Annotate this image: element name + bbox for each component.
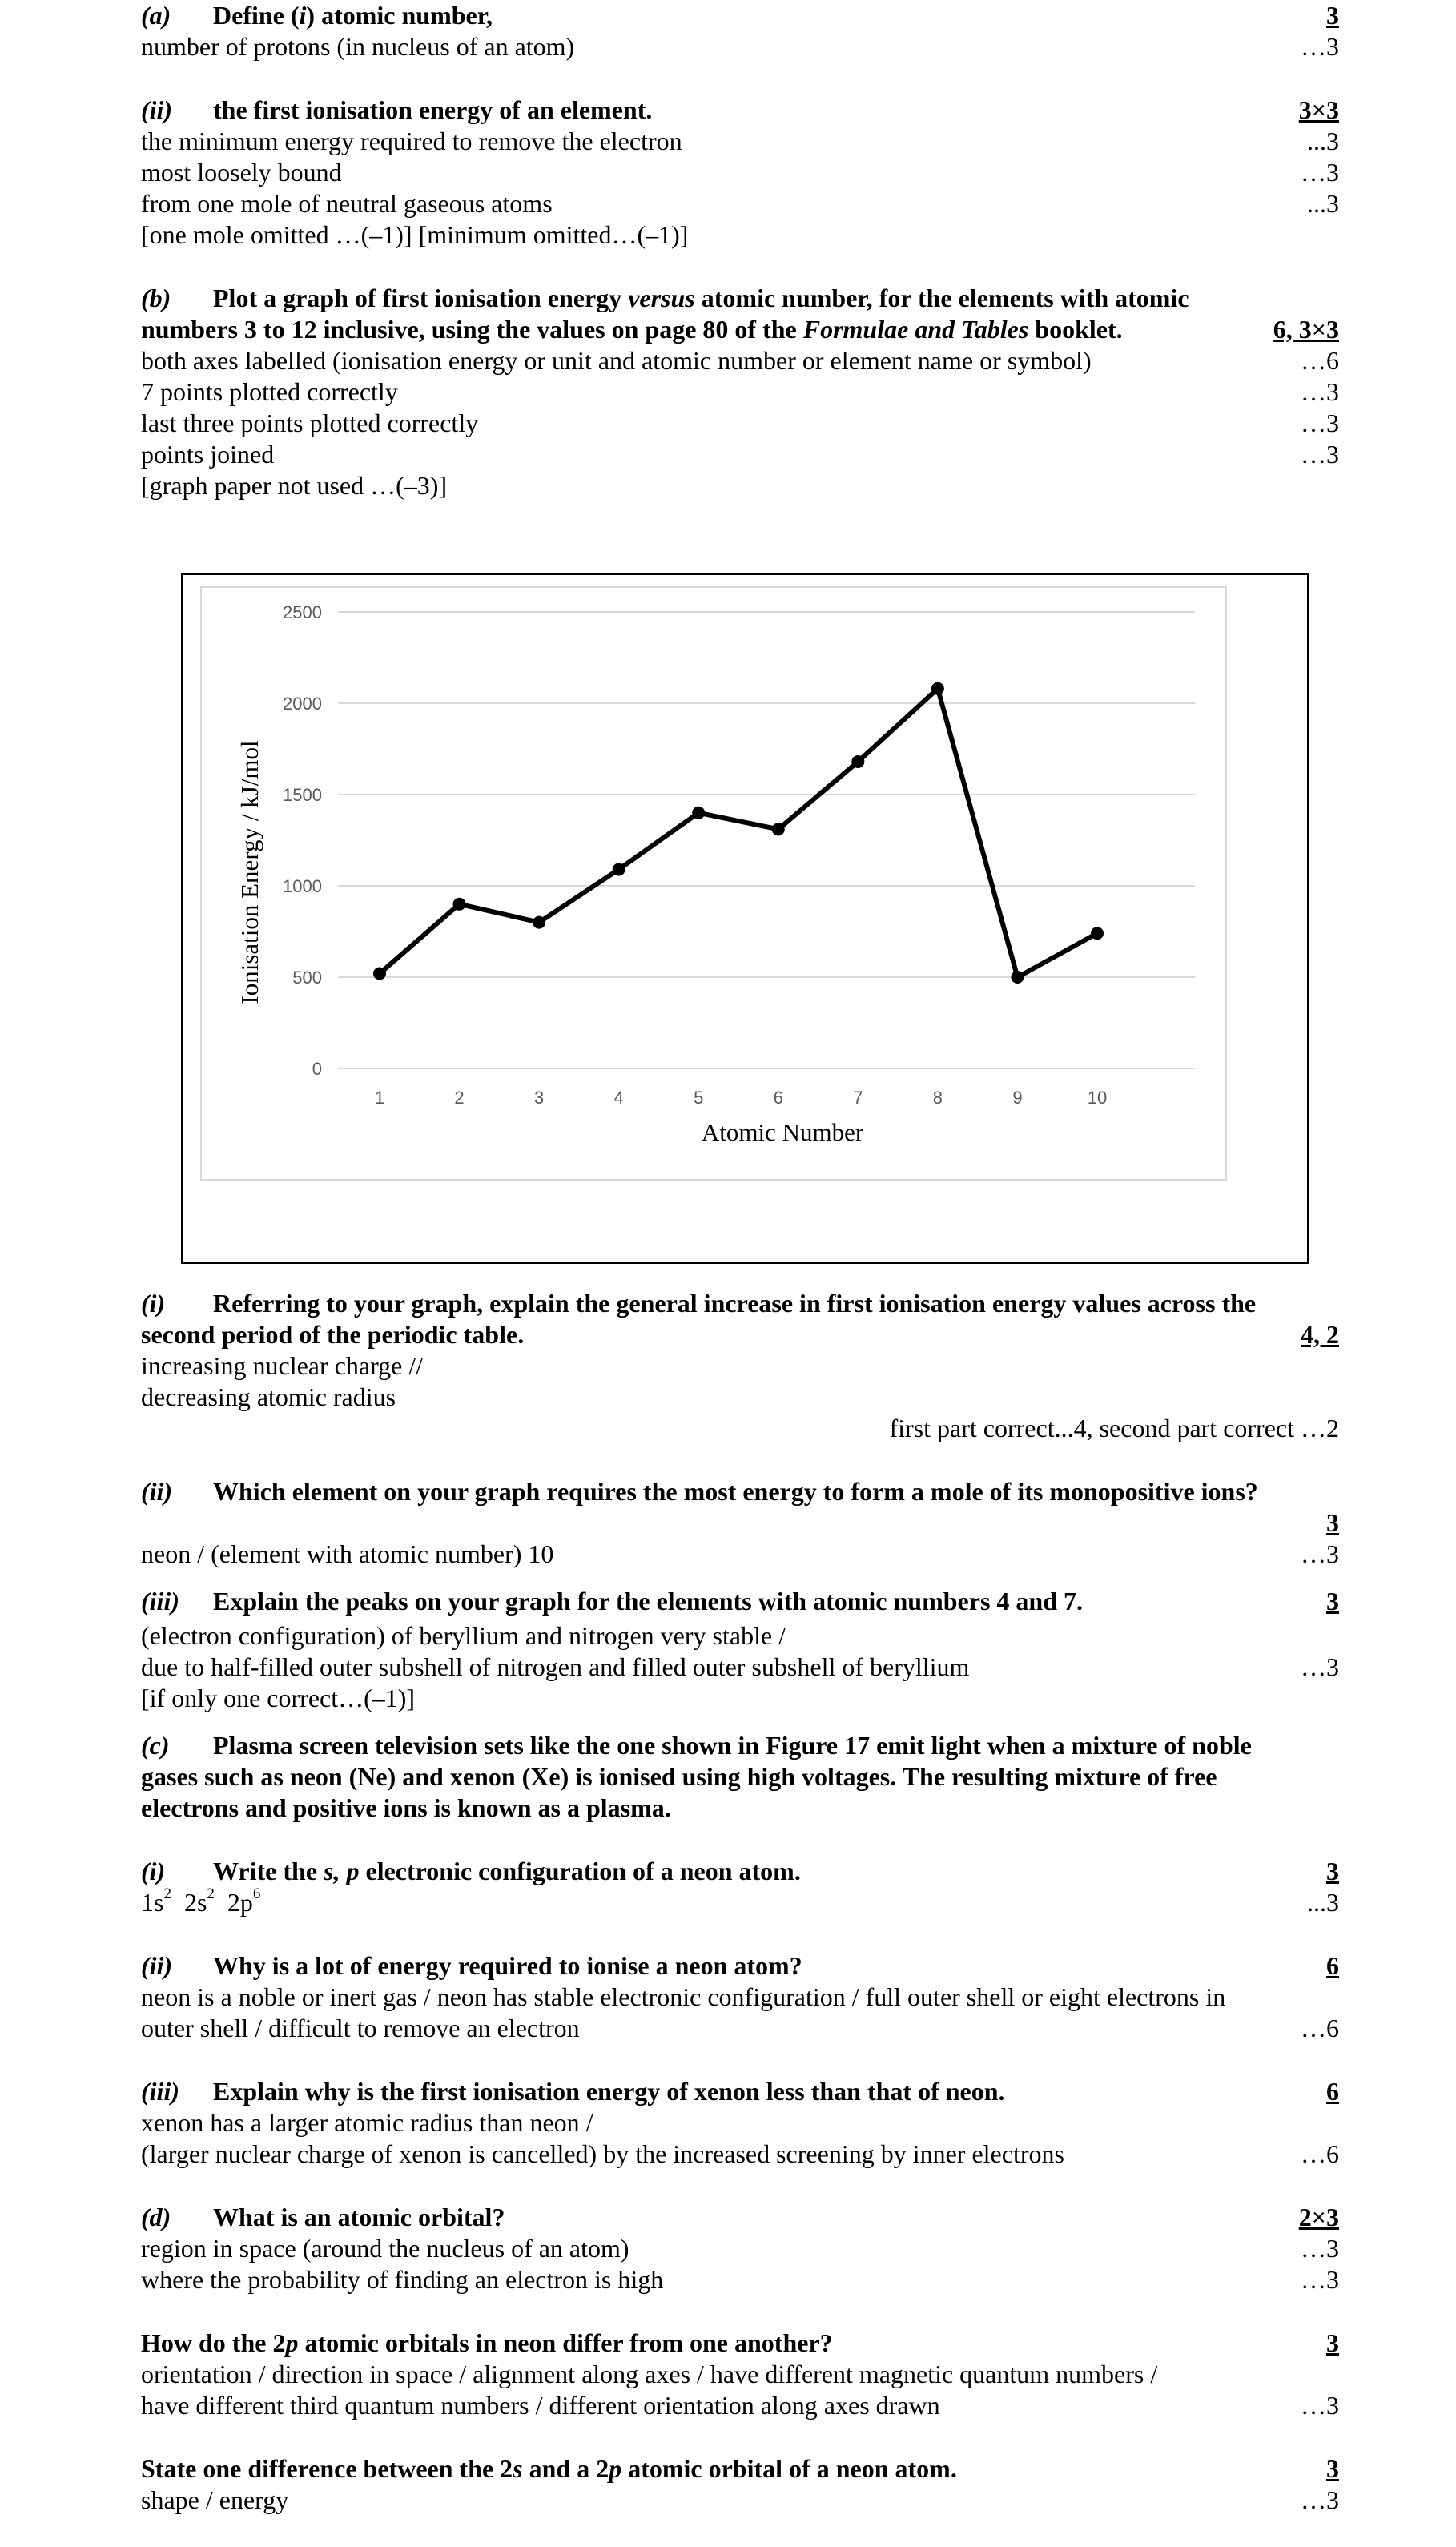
question-b-i-line2: second period of the periodic table. 4, 2 xyxy=(141,1320,1339,1349)
data-point xyxy=(851,755,864,768)
x-tick-label: 5 xyxy=(694,1088,704,1108)
x-tick-label: 1 xyxy=(374,1088,385,1108)
marks-total: 6 xyxy=(1326,2077,1339,2106)
data-point xyxy=(931,682,944,695)
y-tick-label: 0 xyxy=(312,1059,322,1079)
question-a-i: (a) Define (i) atomic number, 3 xyxy=(141,1,1339,30)
answer-row: shape / energy …3 xyxy=(141,2485,1339,2514)
chart-frame xyxy=(181,573,1309,1264)
question-c-line3: electrons and positive ions is known as a plasma. xyxy=(141,1793,671,1822)
data-point xyxy=(692,807,705,819)
answer-row: neon / (element with atomic number) 10 …3 xyxy=(141,1539,1339,1568)
answer-row: the minimum energy required to remove the electron ...3 xyxy=(141,127,1339,155)
answer-row: decreasing atomic radius xyxy=(141,1382,396,1411)
y-tick-label: 2500 xyxy=(283,602,322,622)
marks-row xyxy=(141,1507,1339,1539)
data-point xyxy=(613,863,625,875)
marks-total: 3×3 xyxy=(1298,95,1339,124)
answer-row: neon is a noble or inert gas / neon has stable electronic configuration / full outer shell or eight electrons in xyxy=(141,1982,1226,2011)
answer-row: orientation / direction in space / alignment along axes / have different magnetic quantum numbers / xyxy=(141,2360,1158,2388)
answer-row: outer shell / difficult to remove an electron …6 xyxy=(141,2014,1339,2042)
answer-row: xenon has a larger atomic radius than neon / xyxy=(141,2108,593,2137)
answer-row: number of protons (in nucleus of an atom) …3 xyxy=(141,32,1339,61)
x-tick-label: 7 xyxy=(853,1088,863,1108)
answer-row: increasing nuclear charge // xyxy=(141,1351,424,1380)
answer-row: [if only one correct…(–1)] xyxy=(141,1684,416,1712)
marking-scheme-page xyxy=(141,0,1339,2516)
answer-row: have different third quantum numbers / different orientation along axes drawn …3 xyxy=(141,2391,1339,2420)
answer-row: most loosely bound …3 xyxy=(141,158,1339,187)
question-b-ii: (ii) Which element on your graph requires the most energy to form a mole of its monopositive ions? xyxy=(141,1477,1258,1506)
marking-note: first part correct...4, second part correct …2 xyxy=(889,1414,1339,1442)
data-point xyxy=(1011,971,1024,984)
question-d: (d) What is an atomic orbital? 2×3 xyxy=(141,2203,1339,2231)
question-c-i: (i) Write the s, p electronic configuration of a neon atom. 3 xyxy=(141,1857,1339,1885)
y-tick-label: 1000 xyxy=(283,876,322,896)
question-c-line2: gases such as neon (Ne) and xenon (Xe) is ionised using high voltages. The resulting mixture of free xyxy=(141,1762,1217,1791)
data-point xyxy=(772,823,785,835)
neon-configuration: $1s^2$ $2s^2$ $2p^6$ xyxy=(141,1885,261,1917)
marks-total: 3 xyxy=(1326,1857,1339,1885)
x-tick-label: 3 xyxy=(533,1088,545,1108)
data-point xyxy=(533,916,545,929)
question-b-line2: numbers 3 to 12 inclusive, using the values on page 80 of the Formulae and Tables booklet. 6, 3×3 xyxy=(141,315,1339,344)
answer-row: due to half-filled outer subshell of nitrogen and filled outer subshell of beryllium …3 xyxy=(141,1652,1339,1681)
question-c-ii: (ii) Why is a lot of energy required to ionise a neon atom? 6 xyxy=(141,1951,1339,1980)
marks-total: 3 xyxy=(1326,1,1339,30)
answer-row: last three points plotted correctly …3 xyxy=(141,408,1339,437)
answer-row: $1s^2$ $2s^2$ $2p^6$ ...3 xyxy=(141,1885,1339,1917)
answer-row: 7 points plotted correctly …3 xyxy=(141,377,1339,406)
series-line xyxy=(380,689,1097,977)
x-tick-label: 6 xyxy=(773,1088,783,1108)
question-c-iii: (iii) Explain why is the first ionisation energy of xenon less than that of neon. 6 xyxy=(141,2077,1339,2106)
marks-total: 3 xyxy=(1326,1587,1339,1616)
y-tick-label: 500 xyxy=(292,968,322,988)
marks-total: 6, 3×3 xyxy=(1273,315,1339,344)
marks-total: 3 xyxy=(1326,2328,1339,2357)
answer-row: (larger nuclear charge of xenon is cancelled) by the increased screening by inner electrons …6 xyxy=(141,2139,1339,2168)
question-b: (b) Plot a graph of first ionisation energy versus atomic number, for the elements with atomic xyxy=(141,284,1189,312)
answer-row: [one mole omitted …(–1)] [minimum omitted…(–1)] xyxy=(141,220,689,249)
x-axis-label: Atomic Number xyxy=(701,1118,864,1146)
answer-row: (electron configuration) of beryllium and nitrogen very stable / xyxy=(141,1621,786,1650)
y-axis-label: Ionisation Energy / kJ/mol xyxy=(235,740,263,1004)
answer-row: points joined …3 xyxy=(141,440,1339,469)
data-point xyxy=(373,967,386,980)
question-d-2s-2p: State one difference between the 2s and a 2p atomic orbital of a neon atom. 3 xyxy=(141,2454,1339,2483)
marks-total: 6 xyxy=(1326,1951,1339,1980)
answer-row: both axes labelled (ionisation energy or unit and atomic number or element name or symbol) …6 xyxy=(141,346,1339,375)
question-c-line1: (c) Plasma screen television sets like the one shown in Figure 17 emit light when a mixture of noble xyxy=(141,1731,1252,1760)
x-tick-label: 9 xyxy=(1012,1088,1023,1108)
data-point xyxy=(453,898,466,911)
marks-total: 2×3 xyxy=(1298,2203,1339,2231)
answer-row: where the probability of finding an electron is high …3 xyxy=(141,2265,1339,2294)
marks-total: 4, 2 xyxy=(1301,1320,1339,1349)
question-b-i: (i) Referring to your graph, explain the general increase in first ionisation energy values across the xyxy=(141,1289,1257,1318)
question-a-ii: (ii) the first ionisation energy of an element. 3×3 xyxy=(141,95,1339,124)
answer-row: [graph paper not used …(–3)] xyxy=(141,471,448,500)
answer-row: from one mole of neutral gaseous atoms ...3 xyxy=(141,189,1339,218)
question-b-iii: (iii) Explain the peaks on your graph for the elements with atomic numbers 4 and 7. 3 xyxy=(141,1587,1339,1616)
x-tick-label: 8 xyxy=(932,1088,943,1108)
y-tick-label: 2000 xyxy=(283,694,322,714)
x-tick-label: 2 xyxy=(454,1088,465,1108)
ionisation-energy-chart xyxy=(202,588,1225,1179)
x-tick-label: 10 xyxy=(1087,1088,1108,1108)
question-d-2p: How do the 2p atomic orbitals in neon differ from one another? 3 xyxy=(141,2328,1339,2357)
marks-total: 3 xyxy=(1326,2454,1339,2483)
chart-area xyxy=(200,586,1227,1181)
answer-row: region in space (around the nucleus of an atom) …3 xyxy=(141,2234,1339,2263)
marks-total: 3 xyxy=(1326,1508,1339,1537)
data-point xyxy=(1091,927,1104,940)
y-tick-label: 1500 xyxy=(283,785,322,805)
x-tick-label: 4 xyxy=(613,1088,624,1108)
